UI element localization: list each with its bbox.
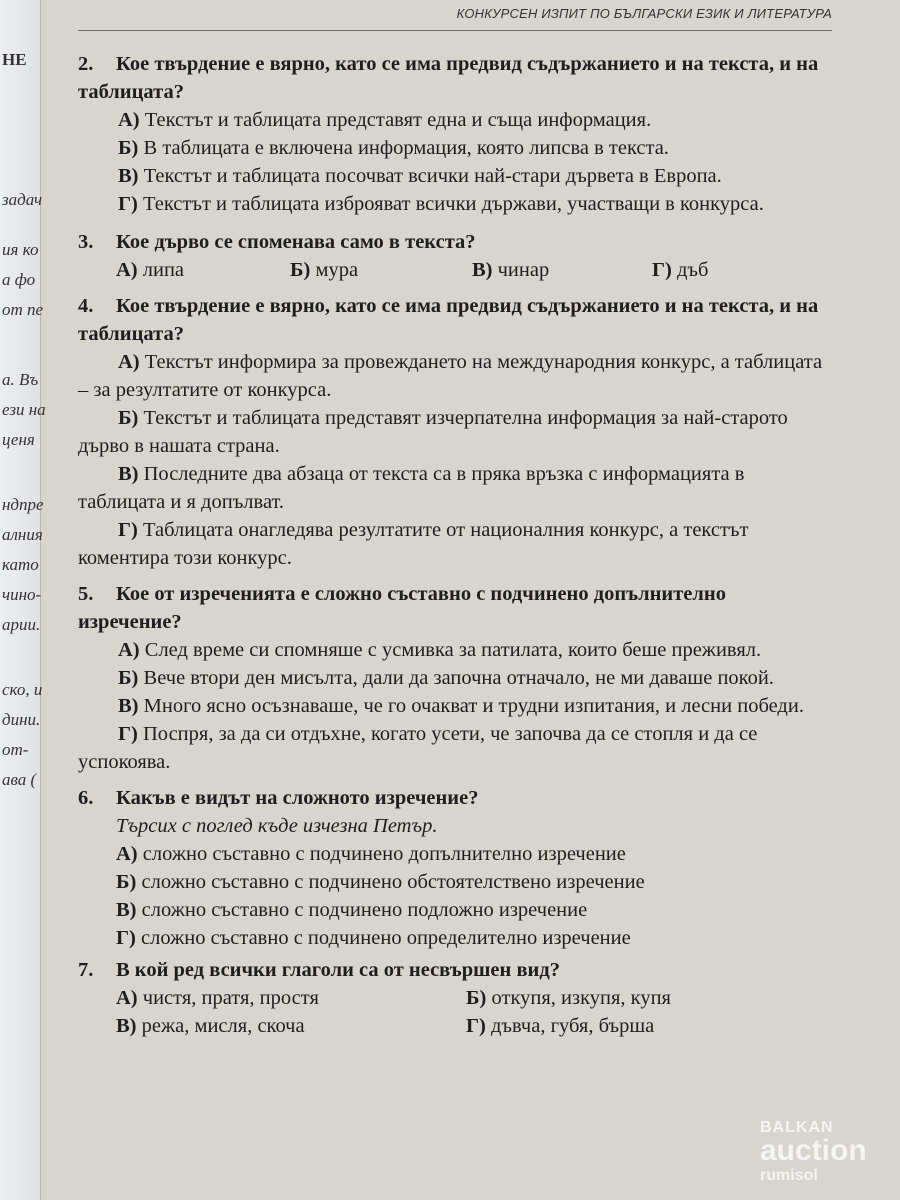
adjacent-page-fragment: задач xyxy=(2,190,43,209)
question-number: 7. xyxy=(78,959,94,981)
watermark-line: auction xyxy=(760,1134,867,1167)
question-6 xyxy=(78,784,834,812)
option: Г) Поспря, за да си отдъхне, когато усети, че започва да се стопля и да се успокоява. xyxy=(78,723,758,773)
question-text: Кое от изреченията е сложно съставно с подчинено допълнително изречение? xyxy=(78,583,726,633)
question-number: 2. xyxy=(78,53,94,75)
adjacent-page-fragment: арии. xyxy=(2,615,41,634)
option: Б) мура xyxy=(290,259,359,281)
question-text: Кое твърдение е вярно, като се има предвид съдържанието и на текста, и на таблицата? xyxy=(78,53,819,103)
option: А) липа xyxy=(116,259,185,281)
question-3 xyxy=(78,228,834,256)
adjacent-page-edge xyxy=(0,0,46,1200)
question-text: Кое дърво се споменава само в текста? xyxy=(116,231,476,253)
question-5 xyxy=(78,580,834,636)
question-number: 5. xyxy=(78,583,94,605)
adjacent-page-fragment: ндпре xyxy=(2,495,44,514)
header-rule xyxy=(78,30,832,31)
option: А) Текстът информира за провеждането на международния конкурс, а таблицата – за резултатите от конкурса. xyxy=(78,351,823,401)
option: В) режа, мисля, скоча xyxy=(116,1015,305,1037)
adjacent-page-fragment: от пе xyxy=(2,300,44,319)
question-list xyxy=(78,50,834,1040)
adjacent-page-fragment: НЕ xyxy=(2,50,27,69)
adjacent-page-fragment: ава ( xyxy=(2,770,37,789)
option: А) След време си спомняше с усмивка за патилата, които беше преживял. xyxy=(118,639,762,661)
question-text: Какъв е видът на сложното изречение? xyxy=(116,787,479,809)
option: Г) дъвча, губя, бърша xyxy=(466,1015,655,1037)
watermark-logo xyxy=(760,1120,867,1184)
watermark-line: BALKAN xyxy=(760,1119,834,1136)
option: В) Много ясно осъзнаваше, че го очакват и трудни изпитания, и лесни победи. xyxy=(118,695,804,717)
question-4 xyxy=(78,292,834,348)
option: В) Текстът и таблицата посочват всички най-стари дървета в Европа. xyxy=(118,165,722,187)
option: Б) сложно съставно с подчинено обстоятелствено изречение xyxy=(116,871,645,893)
option: Г) Таблицата онагледява резултатите от националния конкурс, а текстът коментира този конкурс. xyxy=(78,519,749,569)
adjacent-page-fragment: от- xyxy=(2,740,29,759)
option: Б) Текстът и таблицата представят изчерпателна информация за най-старото дърво в нашата страна. xyxy=(78,407,788,457)
question-number: 6. xyxy=(78,787,94,809)
option: Б) В таблицата е включена информация, която липсва в текста. xyxy=(118,137,669,159)
adjacent-page-fragment: алния xyxy=(2,525,43,544)
example-sentence: Търсих с поглед къде изчезна Петър. xyxy=(116,815,438,837)
option: Г) сложно съставно с подчинено определително изречение xyxy=(116,927,631,949)
option: В) сложно съставно с подчинено подложно изречение xyxy=(116,899,588,921)
question-7 xyxy=(78,956,834,984)
question-text: В кой ред всички глаголи са от несвършен вид? xyxy=(116,959,560,981)
adjacent-page-fragment: ценя xyxy=(2,430,35,449)
watermark-line: rumisol xyxy=(760,1167,818,1184)
adjacent-page-fragment: ско, и xyxy=(2,680,43,699)
question-number: 4. xyxy=(78,295,94,317)
adjacent-page-fragment: чино- xyxy=(2,585,42,604)
running-header: КОНКУРСЕН ИЗПИТ ПО БЪЛГАРСКИ ЕЗИК И ЛИТЕРАТУРА xyxy=(456,6,832,21)
option: В) чинар xyxy=(472,259,550,281)
option: Б) Вече втори ден мисълта, дали да започна отначало, не ми даваше покой. xyxy=(118,667,774,689)
options-grid xyxy=(78,984,834,1040)
option: А) сложно съставно с подчинено допълнително изречение xyxy=(116,843,626,865)
question-text: Кое твърдение е вярно, като се има предвид съдържанието и на текста, и на таблицата? xyxy=(78,295,819,345)
option: А) Текстът и таблицата представят една и съща информация. xyxy=(118,109,652,131)
adjacent-page-fragment: като xyxy=(2,555,39,574)
option: Г) Текстът и таблицата изброяват всички държави, участващи в конкурса. xyxy=(118,193,764,215)
question-2 xyxy=(78,50,834,106)
adjacent-page-fragment: а. Въ xyxy=(2,370,39,389)
adjacent-page-fragment: ия ко xyxy=(2,240,39,259)
question-number: 3. xyxy=(78,231,94,253)
adjacent-page-fragment: дини. xyxy=(2,710,41,729)
adjacent-page-fragment: ези на xyxy=(2,400,46,419)
option: А) чистя, пратя, простя xyxy=(116,987,319,1009)
option: Г) дъб xyxy=(652,259,709,281)
option: Б) откупя, изкупя, купя xyxy=(466,987,671,1009)
options-row xyxy=(78,256,834,284)
option: В) Последните два абзаца от текста са в пряка връзка с информацията в таблицата и я допълват. xyxy=(78,463,745,513)
adjacent-page-fragment: а фо xyxy=(2,270,36,289)
